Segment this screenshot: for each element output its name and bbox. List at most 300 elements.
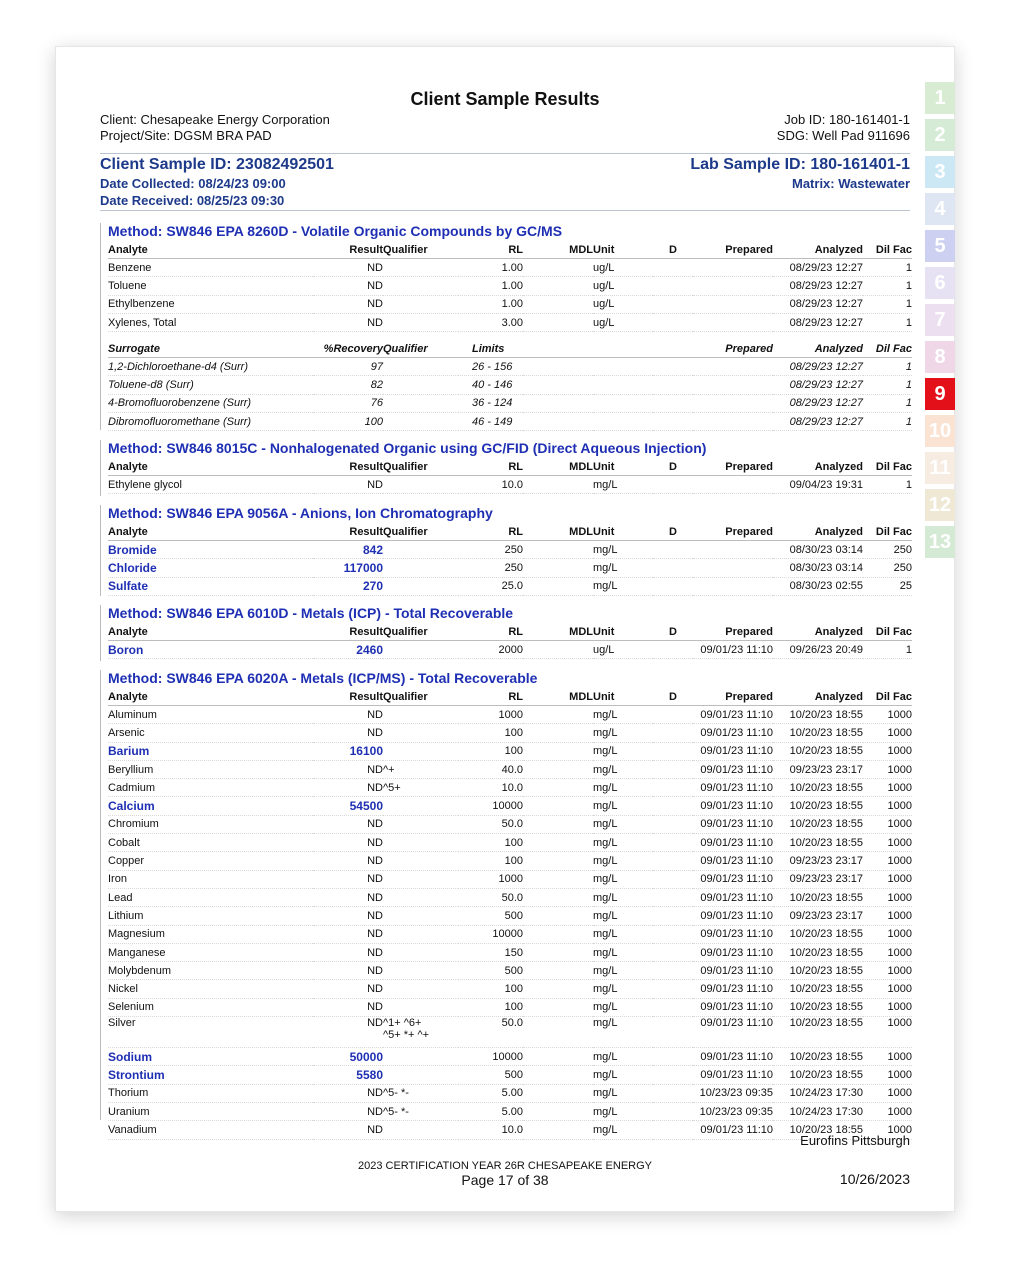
column-header: RL bbox=[458, 459, 523, 476]
cell-analyzed: 09/23/23 23:17 bbox=[773, 907, 863, 925]
cell-d bbox=[653, 998, 693, 1016]
column-header: Analyte bbox=[108, 242, 313, 259]
cell-unit: mg/L bbox=[593, 779, 653, 797]
cell-analyte: Selenium bbox=[108, 998, 313, 1016]
cell-mdl bbox=[523, 870, 593, 888]
cell-qual bbox=[383, 641, 458, 659]
cell-analyzed: 10/20/23 18:55 bbox=[773, 1121, 863, 1139]
cell-dil: 1000 bbox=[863, 980, 912, 998]
cell-qual bbox=[383, 907, 458, 925]
cell-mdl bbox=[523, 706, 593, 724]
cell-dil: 1 bbox=[863, 259, 912, 277]
cell-analyzed: 10/20/23 18:55 bbox=[773, 1048, 863, 1066]
empty-cell bbox=[523, 376, 593, 394]
surrogate-cell-analyzed: 08/29/23 12:27 bbox=[773, 376, 863, 394]
column-header: Analyzed bbox=[773, 459, 863, 476]
column-header: RL bbox=[458, 624, 523, 641]
cell-analyzed: 10/20/23 18:55 bbox=[773, 797, 863, 815]
cell-qual bbox=[383, 870, 458, 888]
section-bracket bbox=[100, 505, 101, 596]
table-header-row bbox=[108, 242, 912, 259]
cell-result: ND bbox=[313, 998, 383, 1016]
table-row bbox=[108, 1017, 912, 1048]
cell-qual bbox=[383, 724, 458, 742]
cell-prepared: 09/01/23 11:10 bbox=[693, 998, 773, 1016]
cell-analyzed: 10/20/23 18:55 bbox=[773, 1017, 863, 1048]
table-row bbox=[108, 577, 912, 595]
tab-13[interactable]: 13 bbox=[925, 526, 955, 558]
tab-7[interactable]: 7 bbox=[925, 304, 955, 336]
cell-unit: mg/L bbox=[593, 834, 653, 852]
column-header: Analyzed bbox=[773, 624, 863, 641]
cell-mdl bbox=[523, 1066, 593, 1084]
tab-11[interactable]: 11 bbox=[925, 452, 955, 484]
column-header: Prepared bbox=[693, 242, 773, 259]
cell-analyzed: 10/20/23 18:55 bbox=[773, 724, 863, 742]
surrogate-cell-prepared bbox=[693, 358, 773, 376]
surrogate-cell-recovery: 82 bbox=[313, 376, 383, 394]
cell-unit: ug/L bbox=[593, 295, 653, 313]
tab-8[interactable]: 8 bbox=[925, 341, 955, 373]
cell-qual bbox=[383, 1048, 458, 1066]
surrogate-cell-qual bbox=[383, 376, 458, 394]
cell-prepared: 09/01/23 11:10 bbox=[693, 742, 773, 760]
results-table bbox=[108, 689, 912, 1140]
column-header: Result bbox=[313, 524, 383, 541]
cell-d bbox=[653, 742, 693, 760]
cell-dil: 25 bbox=[863, 577, 912, 595]
tab-12[interactable]: 12 bbox=[925, 489, 955, 521]
cell-qual bbox=[383, 998, 458, 1016]
surrogate-column-header: Qualifier bbox=[383, 341, 458, 358]
cell-prepared: 10/23/23 09:35 bbox=[693, 1084, 773, 1102]
cell-analyte: Cobalt bbox=[108, 834, 313, 852]
cell-result: ND bbox=[313, 834, 383, 852]
report-page bbox=[55, 46, 955, 1212]
cell-analyte: Toluene bbox=[108, 277, 313, 295]
cell-prepared bbox=[693, 277, 773, 295]
cell-qual bbox=[383, 476, 458, 494]
table-row bbox=[108, 834, 912, 852]
cell-dil: 250 bbox=[863, 541, 912, 559]
tab-1[interactable]: 1 bbox=[925, 82, 955, 114]
surrogate-cell-limits: 26 - 156 bbox=[458, 358, 523, 376]
cell-result: ND bbox=[313, 888, 383, 906]
cell-result: ND bbox=[313, 724, 383, 742]
cell-prepared: 09/01/23 11:10 bbox=[693, 1048, 773, 1066]
cell-rl: 50.0 bbox=[458, 1017, 523, 1048]
cell-rl: 1.00 bbox=[458, 277, 523, 295]
column-header: MDL bbox=[523, 689, 593, 706]
cell-prepared: 09/01/23 11:10 bbox=[693, 760, 773, 778]
cell-mdl bbox=[523, 834, 593, 852]
cell-unit: mg/L bbox=[593, 577, 653, 595]
cell-unit: ug/L bbox=[593, 259, 653, 277]
table-row bbox=[108, 476, 912, 494]
cell-mdl bbox=[523, 577, 593, 595]
surrogate-cell-qual bbox=[383, 358, 458, 376]
cell-rl: 10000 bbox=[458, 1048, 523, 1066]
tab-5[interactable]: 5 bbox=[925, 230, 955, 262]
column-header: MDL bbox=[523, 459, 593, 476]
cell-d bbox=[653, 1102, 693, 1120]
cell-qual bbox=[383, 559, 458, 577]
cell-analyte: Sodium bbox=[108, 1048, 313, 1066]
cell-qual bbox=[383, 980, 458, 998]
table-row bbox=[108, 760, 912, 778]
cell-dil: 1000 bbox=[863, 706, 912, 724]
table-row bbox=[108, 295, 912, 313]
tab-10[interactable]: 10 bbox=[925, 415, 955, 447]
cell-rl: 10000 bbox=[458, 797, 523, 815]
column-header: D bbox=[653, 524, 693, 541]
cell-dil: 1000 bbox=[863, 779, 912, 797]
cell-rl: 10000 bbox=[458, 925, 523, 943]
cell-analyte: Manganese bbox=[108, 943, 313, 961]
cell-rl: 5.00 bbox=[458, 1084, 523, 1102]
cell-result: ND bbox=[313, 980, 383, 998]
cell-result: ND bbox=[313, 925, 383, 943]
cell-dil: 1000 bbox=[863, 1017, 912, 1048]
column-header: Qualifier bbox=[383, 242, 458, 259]
section-bracket bbox=[100, 605, 101, 661]
surrogate-cell-analyzed: 08/29/23 12:27 bbox=[773, 413, 863, 431]
cell-d bbox=[653, 815, 693, 833]
cell-prepared bbox=[693, 259, 773, 277]
surrogate-cell-prepared bbox=[693, 413, 773, 431]
surrogate-cell-limits: 36 - 124 bbox=[458, 394, 523, 412]
cell-mdl bbox=[523, 541, 593, 559]
cell-rl: 50.0 bbox=[458, 888, 523, 906]
method-section bbox=[100, 223, 912, 430]
cell-result: ND bbox=[313, 779, 383, 797]
cell-mdl bbox=[523, 1048, 593, 1066]
cell-qual: ^5- *- bbox=[383, 1084, 458, 1102]
cell-analyte: Chromium bbox=[108, 815, 313, 833]
column-header: Analyte bbox=[108, 459, 313, 476]
column-header: Unit bbox=[593, 459, 653, 476]
cell-result: ND bbox=[313, 1102, 383, 1120]
cell-mdl bbox=[523, 295, 593, 313]
cell-analyzed: 09/04/23 19:31 bbox=[773, 476, 863, 494]
cell-analyzed: 10/20/23 18:55 bbox=[773, 962, 863, 980]
cell-d bbox=[653, 724, 693, 742]
cell-analyzed: 10/20/23 18:55 bbox=[773, 998, 863, 1016]
column-header: Result bbox=[313, 624, 383, 641]
column-header: Analyzed bbox=[773, 242, 863, 259]
surrogate-cell-recovery: 97 bbox=[313, 358, 383, 376]
surrogate-row bbox=[108, 376, 912, 394]
surrogate-cell-dil: 1 bbox=[863, 394, 912, 412]
column-header: Unit bbox=[593, 242, 653, 259]
cell-mdl bbox=[523, 313, 593, 331]
cell-rl: 1000 bbox=[458, 706, 523, 724]
tab-2[interactable]: 2 bbox=[925, 119, 955, 151]
cell-unit: mg/L bbox=[593, 888, 653, 906]
surrogate-header-row bbox=[108, 341, 912, 358]
surrogate-row bbox=[108, 358, 912, 376]
table-row bbox=[108, 1066, 912, 1084]
cell-unit: mg/L bbox=[593, 943, 653, 961]
cell-dil: 1000 bbox=[863, 998, 912, 1016]
column-header: Prepared bbox=[693, 459, 773, 476]
cell-analyte: Iron bbox=[108, 870, 313, 888]
cell-mdl bbox=[523, 980, 593, 998]
cell-result: ND bbox=[313, 295, 383, 313]
surrogate-cell-prepared bbox=[693, 394, 773, 412]
cell-unit: mg/L bbox=[593, 797, 653, 815]
empty-cell bbox=[523, 358, 593, 376]
cell-qual bbox=[383, 925, 458, 943]
cell-result: ND bbox=[313, 313, 383, 331]
cell-rl: 500 bbox=[458, 962, 523, 980]
cell-unit: ug/L bbox=[593, 277, 653, 295]
empty-cell bbox=[593, 376, 653, 394]
cell-prepared bbox=[693, 476, 773, 494]
cell-mdl bbox=[523, 797, 593, 815]
cell-result: ND bbox=[313, 1084, 383, 1102]
cell-rl: 1.00 bbox=[458, 295, 523, 313]
cell-analyzed: 10/20/23 18:55 bbox=[773, 706, 863, 724]
cell-unit: mg/L bbox=[593, 1048, 653, 1066]
section-tabs bbox=[925, 82, 955, 563]
cell-unit: mg/L bbox=[593, 1121, 653, 1139]
table-row bbox=[108, 870, 912, 888]
cell-result: ND bbox=[313, 277, 383, 295]
column-header: RL bbox=[458, 689, 523, 706]
cell-qual bbox=[383, 277, 458, 295]
cell-mdl bbox=[523, 907, 593, 925]
cell-mdl bbox=[523, 641, 593, 659]
results-table bbox=[108, 242, 912, 332]
surrogate-cell-qual bbox=[383, 413, 458, 431]
cell-rl: 500 bbox=[458, 907, 523, 925]
cell-analyte: Sulfate bbox=[108, 577, 313, 595]
cell-d bbox=[653, 1121, 693, 1139]
tab-4[interactable]: 4 bbox=[925, 193, 955, 225]
cell-result: 270 bbox=[313, 577, 383, 595]
cell-mdl bbox=[523, 259, 593, 277]
cell-d bbox=[653, 925, 693, 943]
cell-prepared: 09/01/23 11:10 bbox=[693, 962, 773, 980]
section-bracket bbox=[100, 670, 101, 1120]
cell-dil: 1 bbox=[863, 277, 912, 295]
table-row bbox=[108, 907, 912, 925]
table-header-row bbox=[108, 524, 912, 541]
cell-analyte: Uranium bbox=[108, 1102, 313, 1120]
cell-qual bbox=[383, 706, 458, 724]
cell-dil: 1000 bbox=[863, 962, 912, 980]
cell-d bbox=[653, 476, 693, 494]
column-header: D bbox=[653, 459, 693, 476]
cell-mdl bbox=[523, 815, 593, 833]
cell-analyte: Beryllium bbox=[108, 760, 313, 778]
cell-result: ND bbox=[313, 870, 383, 888]
cell-qual bbox=[383, 1121, 458, 1139]
cell-rl: 100 bbox=[458, 742, 523, 760]
cell-mdl bbox=[523, 779, 593, 797]
cell-analyzed: 10/20/23 18:55 bbox=[773, 834, 863, 852]
empty-cell bbox=[653, 376, 693, 394]
cell-analyzed: 08/29/23 12:27 bbox=[773, 277, 863, 295]
cell-prepared bbox=[693, 313, 773, 331]
page-number: Page 17 of 38 bbox=[461, 1172, 549, 1188]
method-title: Method: SW846 EPA 9056A - Anions, Ion Chromatography bbox=[108, 505, 493, 521]
cell-analyzed: 09/23/23 23:17 bbox=[773, 760, 863, 778]
report-date: 10/26/2023 bbox=[839, 1171, 910, 1187]
table-row bbox=[108, 925, 912, 943]
column-header: Unit bbox=[593, 689, 653, 706]
cell-unit: mg/L bbox=[593, 815, 653, 833]
table-row bbox=[108, 559, 912, 577]
surrogate-cell-limits: 46 - 149 bbox=[458, 413, 523, 431]
column-header: RL bbox=[458, 524, 523, 541]
cell-d bbox=[653, 834, 693, 852]
column-header: Analyte bbox=[108, 689, 313, 706]
column-header: Unit bbox=[593, 624, 653, 641]
cell-rl: 50.0 bbox=[458, 815, 523, 833]
cell-analyzed: 10/20/23 18:55 bbox=[773, 980, 863, 998]
cell-mdl bbox=[523, 1017, 593, 1048]
cell-result: ND bbox=[313, 1017, 383, 1048]
empty-cell bbox=[653, 394, 693, 412]
cell-result: ND bbox=[313, 962, 383, 980]
cell-dil: 1000 bbox=[863, 1084, 912, 1102]
method-title: Method: SW846 EPA 8260D - Volatile Organic Compounds by GC/MS bbox=[108, 223, 563, 239]
table-row bbox=[108, 641, 912, 659]
cell-unit: mg/L bbox=[593, 559, 653, 577]
cell-prepared bbox=[693, 295, 773, 313]
table-row bbox=[108, 888, 912, 906]
cell-analyzed: 08/29/23 12:27 bbox=[773, 295, 863, 313]
column-header: Analyte bbox=[108, 624, 313, 641]
cell-unit: mg/L bbox=[593, 1102, 653, 1120]
cell-unit: mg/L bbox=[593, 870, 653, 888]
cell-mdl bbox=[523, 476, 593, 494]
table-row bbox=[108, 706, 912, 724]
cell-qual bbox=[383, 742, 458, 760]
column-header: D bbox=[653, 242, 693, 259]
cell-prepared: 09/01/23 11:10 bbox=[693, 797, 773, 815]
surrogate-cell-dil: 1 bbox=[863, 376, 912, 394]
cell-dil: 1 bbox=[863, 641, 912, 659]
cell-d bbox=[653, 706, 693, 724]
header-divider bbox=[100, 153, 910, 154]
empty-cell bbox=[593, 358, 653, 376]
cell-qual bbox=[383, 834, 458, 852]
column-header: Prepared bbox=[693, 689, 773, 706]
cell-qual bbox=[383, 577, 458, 595]
method-section bbox=[100, 670, 912, 1136]
cell-rl: 25.0 bbox=[458, 577, 523, 595]
cell-unit: mg/L bbox=[593, 925, 653, 943]
cell-mdl bbox=[523, 1102, 593, 1120]
cell-analyte: Benzene bbox=[108, 259, 313, 277]
cell-unit: ug/L bbox=[593, 313, 653, 331]
table-header-row bbox=[108, 624, 912, 641]
job-id: Job ID: 180-161401-1 bbox=[784, 112, 910, 127]
empty-cell bbox=[593, 394, 653, 412]
cell-d bbox=[653, 313, 693, 331]
cell-rl: 100 bbox=[458, 980, 523, 998]
empty-header bbox=[523, 341, 593, 358]
empty-cell bbox=[653, 358, 693, 376]
results-table bbox=[108, 524, 912, 596]
table-row bbox=[108, 1102, 912, 1120]
cell-rl: 10.0 bbox=[458, 476, 523, 494]
surrogate-cell-analyzed: 08/29/23 12:27 bbox=[773, 358, 863, 376]
column-header: MDL bbox=[523, 624, 593, 641]
cell-analyzed: 10/20/23 18:55 bbox=[773, 1066, 863, 1084]
cell-dil: 1000 bbox=[863, 1066, 912, 1084]
surrogate-cell-name: 1,2-Dichloroethane-d4 (Surr) bbox=[108, 358, 313, 376]
tab-9[interactable]: 9 bbox=[925, 378, 955, 410]
cell-d bbox=[653, 259, 693, 277]
cell-analyte: Aluminum bbox=[108, 706, 313, 724]
cell-analyzed: 08/30/23 03:14 bbox=[773, 559, 863, 577]
surrogate-cell-dil: 1 bbox=[863, 413, 912, 431]
table-row bbox=[108, 980, 912, 998]
cell-analyte: Bromide bbox=[108, 541, 313, 559]
column-header: Result bbox=[313, 459, 383, 476]
cell-analyte: Strontium bbox=[108, 1066, 313, 1084]
table-row bbox=[108, 962, 912, 980]
lab-sample-block bbox=[690, 155, 910, 192]
lab-sample-id: Lab Sample ID: 180-161401-1 bbox=[690, 156, 910, 173]
page-title: Client Sample Results bbox=[410, 89, 600, 109]
cell-qual bbox=[383, 259, 458, 277]
cell-mdl bbox=[523, 943, 593, 961]
cell-d bbox=[653, 907, 693, 925]
table-row bbox=[108, 259, 912, 277]
cell-mdl bbox=[523, 888, 593, 906]
cell-analyzed: 08/30/23 02:55 bbox=[773, 577, 863, 595]
date-received: Date Received: 08/25/23 09:30 bbox=[100, 193, 285, 208]
column-header: Dil Fac bbox=[863, 624, 912, 641]
tab-3[interactable]: 3 bbox=[925, 156, 955, 188]
cell-rl: 250 bbox=[458, 559, 523, 577]
cell-analyte: Ethylbenzene bbox=[108, 295, 313, 313]
table-row bbox=[108, 943, 912, 961]
cell-prepared: 09/01/23 11:10 bbox=[693, 888, 773, 906]
surrogate-column-header: %Recovery bbox=[313, 341, 383, 358]
cell-analyte: Boron bbox=[108, 641, 313, 659]
surrogate-cell-recovery: 100 bbox=[313, 413, 383, 431]
cell-rl: 3.00 bbox=[458, 313, 523, 331]
cell-unit: mg/L bbox=[593, 724, 653, 742]
cell-qual bbox=[383, 541, 458, 559]
cell-d bbox=[653, 870, 693, 888]
tab-6[interactable]: 6 bbox=[925, 267, 955, 299]
empty-header bbox=[593, 341, 653, 358]
column-header: Result bbox=[313, 242, 383, 259]
project-site: Project/Site: DGSM BRA PAD bbox=[100, 128, 272, 143]
method-title: Method: SW846 8015C - Nonhalogenated Organic using GC/FID (Direct Aqueous Injection) bbox=[108, 440, 707, 456]
cell-dil: 1000 bbox=[863, 760, 912, 778]
cell-d bbox=[653, 541, 693, 559]
cell-unit: mg/L bbox=[593, 962, 653, 980]
table-row bbox=[108, 998, 912, 1016]
cell-analyte: Lithium bbox=[108, 907, 313, 925]
cell-d bbox=[653, 295, 693, 313]
cell-rl: 5.00 bbox=[458, 1102, 523, 1120]
surrogate-column-header: Dil Fac bbox=[863, 341, 912, 358]
cell-mdl bbox=[523, 724, 593, 742]
column-header: Qualifier bbox=[383, 624, 458, 641]
column-header: Qualifier bbox=[383, 459, 458, 476]
matrix: Matrix: Wastewater bbox=[792, 176, 910, 191]
column-header: D bbox=[653, 689, 693, 706]
